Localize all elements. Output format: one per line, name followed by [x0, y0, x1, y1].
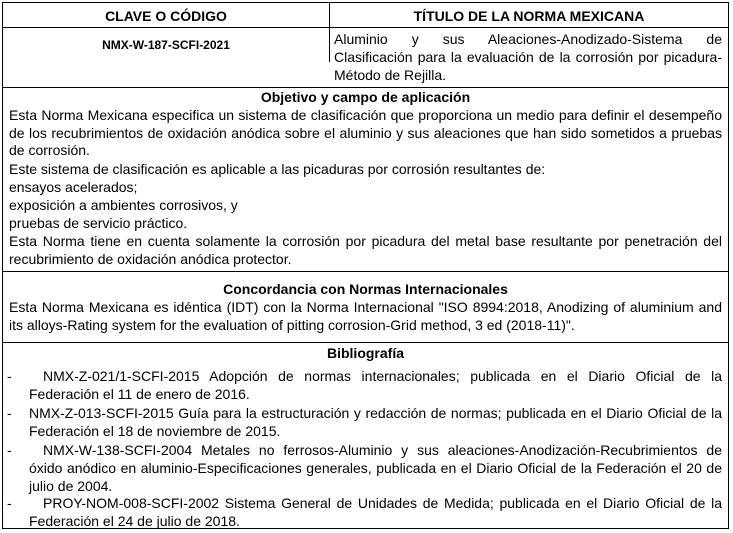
norm-row-divider: [3, 87, 728, 88]
norm-title: Aluminio y sus Aleaciones-Anodizado-Sistema de Clasificación para la evaluación de la corrosión por picadura-Método de Rejilla.: [334, 31, 722, 83]
bullet-dash: -: [7, 368, 12, 384]
bibliography-item-text: NMX-Z-021/1-SCFI-2015 Adopción de normas internacionales; publicada en el Diario Oficial de la Federación el 11 de enero de 2016.: [29, 368, 722, 402]
norm-code: NMX-W-187-SCFI-2021: [102, 38, 230, 52]
bullet-dash: -: [7, 442, 12, 458]
norm-table: [2, 2, 729, 529]
objective-list-item: exposición a ambientes corrosivos, y: [9, 197, 238, 213]
concordance-divider: [3, 342, 728, 343]
concordance-heading: Concordancia con Normas Internacionales: [223, 281, 508, 297]
bullet-dash: -: [7, 405, 12, 421]
objective-paragraph: Este sistema de clasificación es aplicable a las picaduras por corrosión resultantes de:: [9, 161, 546, 177]
bibliography-item-text: NMX-Z-013-SCFI-2015 Guía para la estructuración y redacción de normas; publicada en el Diario Oficial de la Federación el 18 de noviembre de 2015.: [29, 405, 722, 439]
concordance-text: Esta Norma Mexicana es idéntica (IDT) con la Norma Internacional "ISO 8994:2018, Anodizing of aluminium and its alloys-Rating system for the evaluation of pitting corrosion-Grid method, 3 ed (2018-11)".: [9, 299, 722, 333]
objective-list-item: pruebas de servicio práctico.: [9, 215, 188, 231]
column-header-code: CLAVE O CÓDIGO: [105, 8, 227, 24]
bibliography-item-text: NMX-W-138-SCFI-2004 Metales no ferrosos-Aluminio y sus aleaciones-Anodización-Recubrimientos de óxido anódico en aluminio-Especificaciones generales, publicada en el Diario Oficial de la Federación el 20 de julio de 2004.: [29, 442, 722, 494]
objective-divider: [3, 271, 728, 272]
bibliography-item-text: PROY-NOM-008-SCFI-2002 Sistema General de Unidades de Medida; publicada en el Diario Oficial de la Federación el 24 de julio de 2018.: [29, 495, 722, 529]
column-divider: [329, 3, 330, 62]
objective-paragraph: Esta Norma tiene en cuenta solamente la corrosión por picadura del metal base resultante por penetración del recubrimiento de oxidación anódica protector.: [9, 233, 722, 267]
column-header-title: TÍTULO DE LA NORMA MEXICANA: [413, 8, 645, 24]
objective-heading: Objetivo y campo de aplicación: [260, 89, 471, 105]
objective-paragraph: Esta Norma Mexicana especifica un sistema de clasificación que proporciona un medio para definir el desempeño de los recubrimientos de oxidación anódica sobre el aluminio y sus aleaciones que han sido sometidos a pruebas de corrosión.: [9, 107, 722, 158]
bibliography-heading: Bibliografía: [326, 345, 404, 361]
objective-list-item: ensayos acelerados;: [9, 179, 138, 195]
bullet-dash: -: [7, 495, 12, 511]
